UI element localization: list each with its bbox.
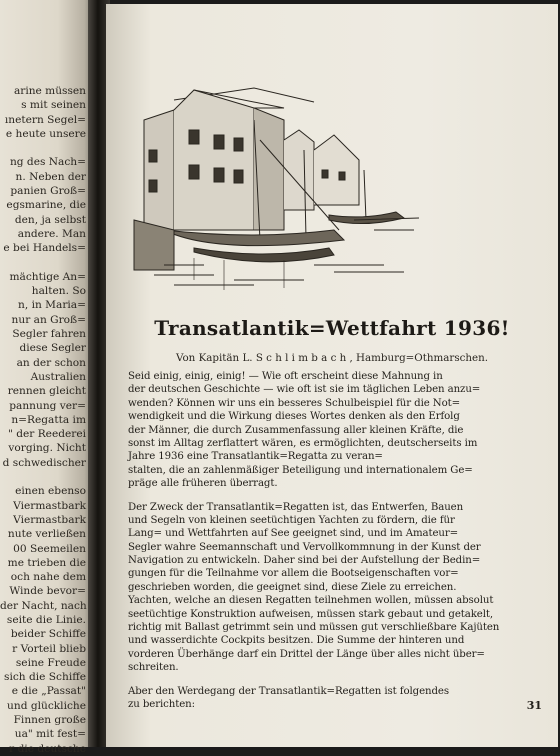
- article-paragraph: [128, 501, 536, 675]
- article-title: Transatlantik=Wettfahrt 1936!: [154, 316, 510, 340]
- article-byline: Von Kapitän L. S c h l i m b a c h , Hamburg=Othmarschen.: [175, 352, 489, 364]
- left-page-line: seite die Linie.: [6, 613, 86, 626]
- left-page-line: s mit seinen: [21, 99, 86, 112]
- paragraph-spacer: [128, 675, 536, 685]
- text-line: richtig mit Ballast getrimmt sein und müssen gut verschließbare Kajüten: [128, 622, 500, 634]
- left-page-line: me trieben die: [7, 556, 86, 569]
- page-number: 31: [526, 699, 542, 712]
- left-page-line: arine müssen: [13, 85, 86, 97]
- text-line: präge alle früheren überragt.: [128, 478, 278, 490]
- text-line: Navigation zu entwickeln. Daher sind bei der Aufstellung der Bedin=: [128, 555, 481, 567]
- text-line: stalten, die an zahlenmäßiger Beteiligung und internationalem Ge=: [128, 464, 473, 476]
- left-page-line: an der schon: [16, 356, 86, 369]
- left-page-line: och nahe dem: [10, 571, 86, 584]
- left-page-line: Finnen große: [13, 714, 86, 727]
- left-page-line: diese Segler: [19, 342, 86, 355]
- left-page-line: [0, 141, 94, 155]
- left-page-line: andere. Man: [17, 227, 86, 240]
- left-page-line: Viermastbark: [13, 499, 86, 512]
- paragraph-spacer: [128, 491, 536, 501]
- left-page-line: pannung ver=: [9, 399, 86, 412]
- left-page-line: rennen gleicht: [7, 385, 86, 398]
- left-page-line: r die deutsche: [9, 742, 86, 755]
- article-paragraph: [128, 370, 536, 491]
- left-page-line: vorging. Nicht: [8, 442, 86, 455]
- left-page-line: r Vorteil blieb: [12, 642, 86, 655]
- text-line: wendigkeit und die Wirkung dieses Wortes denken als den Erfolg: [128, 411, 460, 423]
- article-body: [128, 370, 536, 711]
- text-line: seetüchtige Konstruktion aufweisen, müssen stark gebaut und getakelt,: [128, 608, 494, 620]
- text-line: zu berichten:: [128, 698, 195, 710]
- text-line: Jahre 1936 eine Transatlantik=Regatta zu veran=: [128, 451, 383, 463]
- left-page-line: d schwedischer: [2, 456, 86, 469]
- left-page-line: Winde bevor=: [9, 585, 86, 598]
- left-page-line: Viermastbark: [13, 513, 86, 526]
- left-page-line: beider Schiffe: [10, 628, 86, 641]
- left-page-line: [0, 470, 94, 484]
- left-page-line: ua" mit fest=: [14, 728, 86, 741]
- text-line: und Segeln von kleinen seetüchtigen Yachten zu fördern, die für: [128, 514, 455, 526]
- left-page-line: nute verließen: [7, 528, 86, 541]
- left-page-line: n, in Maria=: [18, 299, 86, 312]
- text-line: sonst im Alltag zerflattert wären, es ermöglichten, deutscherseits im: [128, 437, 478, 449]
- article-paragraph: [128, 685, 536, 712]
- text-line: Aber den Werdegang der Transatlantik=Regatten ist folgendes: [128, 685, 449, 697]
- left-page-line: n. Neben der: [15, 170, 86, 183]
- left-page-line: Australien: [30, 370, 86, 383]
- left-page-line: und glückliche: [7, 699, 86, 712]
- left-page-line: nur an Groß=: [11, 313, 86, 326]
- text-line: Der Zweck der Transatlantik=Regatten ist, das Entwerfen, Bauen: [128, 501, 464, 513]
- harbor-illustration: [134, 80, 424, 295]
- left-page-line: einen ebenso: [15, 485, 86, 498]
- left-page-line: den, ja selbst: [14, 213, 86, 226]
- left-page-line: ınetern Segel=: [4, 113, 86, 126]
- left-page-line: Segler fahren: [12, 328, 86, 341]
- left-page-line: panien Groß=: [10, 185, 86, 198]
- left-page-line: halten. So: [31, 285, 86, 298]
- left-page-line: seine Freude: [15, 656, 86, 669]
- text-line: vorderen Überhänge darf ein Drittel der Länge über alles nicht über=: [128, 648, 485, 660]
- left-page-line: e die „Passat": [11, 685, 86, 698]
- left-page-text: [0, 84, 94, 756]
- left-page-line: egsmarine, die: [6, 199, 86, 212]
- left-page-line: e heute unsere: [5, 127, 86, 140]
- text-line: Seid einig, einig, einig! — Wie oft erscheint diese Mahnung in: [128, 371, 443, 382]
- left-page-line: " der Reederei: [7, 428, 86, 441]
- left-page-line: e bei Handels=: [3, 242, 86, 255]
- left-page-line: der Nacht, nach: [0, 599, 87, 612]
- text-line: geschrieben worden, die geeignet sind, diese Ziele zu erreichen.: [128, 581, 457, 593]
- left-page-line: ng des Nach=: [9, 156, 86, 169]
- text-line: Segler wahre Seemannschaft und Vervollkommnung in der Kunst der: [128, 541, 481, 553]
- text-line: der deutschen Geschichte — wie oft ist sie im täglichen Leben anzu=: [128, 384, 481, 396]
- left-page-line: [0, 256, 94, 270]
- left-page-line: mächtige An=: [9, 270, 86, 283]
- right-page: [106, 4, 558, 747]
- text-line: schreiten.: [128, 662, 179, 674]
- text-line: der Männer, die durch Zusammenfassung aller kleinen Kräfte, die: [128, 424, 464, 436]
- left-page-line: sich die Schiffe: [4, 671, 86, 684]
- text-line: Lang= und Wettfahrten auf See geeignet sind, und im Amateur=: [128, 528, 459, 540]
- text-line: und wasserdichte Cockpits besitzen. Die Summe der hinteren und: [128, 635, 465, 647]
- text-line: Yachten, welche an diesen Regatten teilnehmen wollen, müssen absolut: [128, 595, 494, 607]
- left-page-line: 00 Seemeilen: [13, 542, 86, 555]
- text-line: gungen für die Teilnahme vor allem die Bootseigenschaften vor=: [128, 568, 459, 580]
- left-page-line: n=Regatta im: [11, 413, 86, 426]
- left-facing-page: [0, 0, 96, 755]
- text-line: wenden? Können wir uns ein besseres Schulbeispiel für die Not=: [128, 397, 461, 409]
